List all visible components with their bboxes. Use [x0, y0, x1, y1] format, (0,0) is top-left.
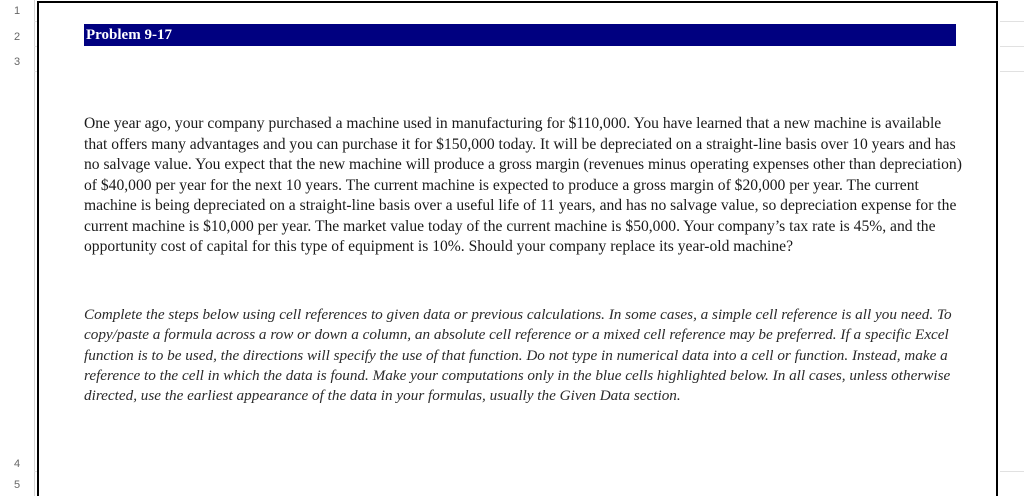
row-header-4[interactable]: 4 [13, 458, 21, 470]
row-header-column [0, 0, 35, 496]
row-header-1[interactable]: 1 [13, 5, 21, 17]
gridline [1000, 71, 1024, 72]
gridline [1000, 471, 1024, 472]
gridline [1000, 21, 1024, 22]
problem-statement: One year ago, your company purchased a machine used in manufacturing for $110,000. You have learned that a new machine is available that offers many advantages and you can purchase it for $150,000 today. It will be depreciated on a straight-line basis over 10 years and has no salvage value. You expect that the new machine will produce a gross margin (revenues minus operating expenses other than depreciation) of $40,000 per year for the next 10 years. The current machine is expected to produce a gross margin of $20,000 per year. The current machine is being depreciated on a straight-line basis over a useful life of 11 years, and has no salvage value, so depreciation expense for the current machine is $10,000 per year. The market value today of the current machine is $50,000. Your company’s tax rate is 45%, and the opportunity cost of capital for this type of equipment is 10%. Should your company replace its year-old machine? [84, 115, 962, 255]
gridline [1000, 46, 1024, 47]
problem-title-bar[interactable] [84, 24, 956, 46]
instructions-text: Complete the steps below using cell references to given data or previous calculations. In some cases, a simple cell reference is all you need. To copy/paste a formula across a row or down a column, an absolute cell reference or a mixed cell reference may be preferred. If a specific Excel function is to be used, the directions will specify the use of that function. Do not type in numerical data into a cell or function. Instead, make a reference to the cell in which the data is found. Make your computations only in the blue cells highlighted below. In all cases, unless otherwise directed, use the earliest appearance of the data in your formulas, usually the Given Data section. [84, 306, 952, 405]
row-header-2[interactable]: 2 [13, 31, 21, 43]
row-header-3[interactable]: 3 [13, 56, 21, 68]
problem-title: Problem 9-17 [86, 27, 172, 43]
row-header-5[interactable]: 5 [13, 479, 21, 491]
